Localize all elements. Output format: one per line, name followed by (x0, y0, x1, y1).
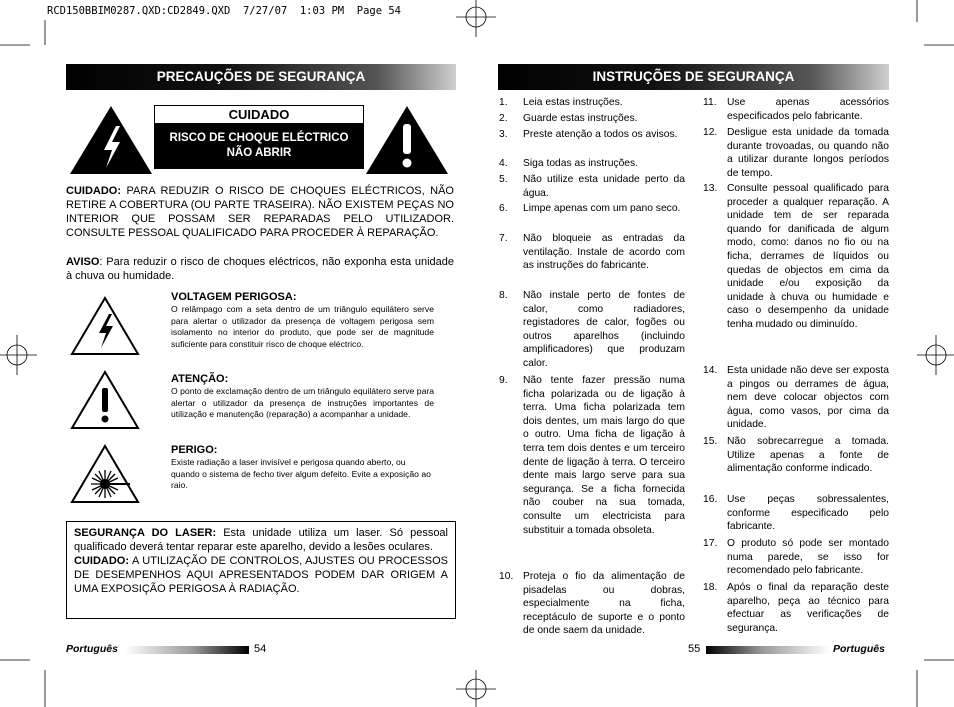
instruction-text: Desligue esta unidade da tomada durante trovoadas, ou quando não a utilizar durante longos períodos de tempo. (727, 127, 889, 179)
registration-mark-left (0, 335, 37, 375)
left-page-title: PRECAUÇÕES DE SEGURANÇA (66, 64, 456, 90)
instruction-text: O produto só pode ser montado numa parede, se isso for recomendado pelo fabricante. (727, 538, 889, 577)
instruction-number: 4. (499, 158, 508, 169)
instruction-text: Use peças sobressalentes, conforme especificado pelo fabricante. (727, 494, 889, 533)
right-page-title: INSTRUÇÕES DE SEGURANÇA (498, 64, 889, 90)
registration-mark-right (917, 335, 954, 375)
instruction-text: Não bloqueie as entradas da ventilação. Instale de acordo com as instruções do fabricante. (523, 233, 685, 272)
instruction-number: 11. (703, 97, 717, 108)
exclamation-triangle-icon (70, 370, 140, 430)
caution-heading: CUIDADO (154, 105, 364, 123)
laser-caution-label: CUIDADO: (74, 555, 129, 567)
instruction-number: 12. (703, 127, 718, 138)
instruction-number: 5. (499, 174, 508, 185)
laser-safety-text: Esta unidade utiliza um laser. Só pessoal qualificado deverá tentar reparar este aparelho, devido a lesões oculares. (74, 527, 448, 553)
instruction-number: 13. (703, 183, 718, 194)
instruction-number: 17. (703, 538, 718, 549)
lightning-triangle-icon (68, 104, 154, 176)
instruction-text: Limpe apenas com um pano seco. (523, 203, 681, 214)
instruction-text: Guarde estas instruções. (523, 113, 638, 124)
symbol-1 (171, 290, 434, 350)
instruction-text: Consulte pessoal qualificado para proceder a qualquer reparação. A unidade tem de ser reparada quando for danificada de algum modo, como: danos no fio ou na ficha, derrames de líquidos ou quedas de objectos em cima da unidade e/ou exposição da unidade à chuva ou humidade e caso o desempenho da unidade tenha mudado ou diminuído. (727, 183, 889, 330)
instruction-number: 10. (499, 571, 514, 582)
caution-box (154, 105, 364, 175)
cuidado-text: PARA REDUZIR O RISCO DE CHOQUES ELÉCTRICOS, NÃO RETIRE A COBERTURA (OU PARTE TRASEIRA). NÃO EXISTEM PEÇAS NO INTERIOR QUE POSSAM SER REPARADAS PELO UTILIZADOR. CONSULTE PESSOAL QUALIFICADO PARA PROCEDER À REPARAÇÃO. (66, 185, 454, 239)
aviso-paragraph (66, 255, 454, 283)
instruction-number: 2. (499, 113, 508, 124)
instruction-text: Siga todas as instruções. (523, 158, 639, 169)
instructions-col-2 (703, 96, 889, 646)
laser-caution-text: A UTILIZAÇÃO DE CONTROLOS, AJUSTES OU PROCESSOS DE DESEMPENHOS AQUI APRESENTADOS PODEM DAR ORIGEM A UMA EXPOSIÇÃO PERIGOSA À RADIAÇÃO. (74, 555, 448, 595)
symbol-2-text: O ponto de exclamação dentro de um triângulo equilátero serve para alertar o utilizador da presença de instruções importantes de utilização e manutenção (reparação) a acompanhar a unidade. (171, 386, 434, 419)
instruction-text: Proteja o fio da alimentação de pisadelas ou dobras, especialmente na ficha, receptáculo de suporte e o ponto de onde saem da unidade. (523, 571, 685, 637)
instruction-number: 16. (703, 494, 718, 505)
right-page-number: 55 (688, 643, 701, 655)
laser-triangle-icon (70, 444, 140, 504)
aviso-text: : Para reduzir o risco de choques eléctricos, não exponha esta unidade à chuva ou humidade. (66, 256, 454, 282)
instruction-number: 15. (703, 436, 718, 447)
instruction-text: Leia estas instruções. (523, 97, 623, 108)
instruction-text: Não tente fazer pressão numa ficha polarizada ou de ligação à terra. Uma ficha polarizada tem dois dentes, um mais largo do que o outro. Uma ficha de ligação à terra tem dois dentes e um terceiro dente de ligação à terra. O terceiro dente mais largo serve para sua segurança. Se a ficha fornecida não couber na sua tomada, consulte um electricista para substituir a tomada obsoleta. (523, 375, 685, 536)
laser-safety-box (66, 521, 456, 619)
cuidado-paragraph (66, 184, 454, 240)
instruction-text: Preste atenção a todos os avisos. (523, 129, 678, 140)
right-footer-bar (706, 646, 830, 654)
left-page-number: 54 (254, 643, 267, 655)
symbol-2 (171, 372, 434, 421)
instruction-number: 7. (499, 233, 508, 244)
left-footer-language: Português (66, 643, 118, 655)
instruction-number: 3. (499, 129, 508, 140)
instruction-number: 6. (499, 203, 508, 214)
instructions-col-1 (499, 96, 685, 646)
caution-line-2: NÃO ABRIR (226, 147, 292, 159)
symbol-3-text: Existe radiação a laser invisível e perigosa quando aberto, ou quando o sistema de fecho tiver algum defeito. Evite a exposição ao raio. (171, 457, 431, 490)
caution-line-1: RISCO DE CHOQUE ELÉCTRICO (169, 132, 349, 144)
instruction-number: 1. (499, 97, 508, 108)
symbol-1-text: O relâmpago com a seta dentro de um triângulo equilátero serve para alertar o utilizador da presença de voltagem perigosa sem isolamento no interior do produto, que pode ser de magnitude suficiente para constituir risco de choque eléctrico. (171, 304, 434, 349)
laser-safety-label: SEGURANÇA DO LASER: (74, 527, 217, 539)
laser-caution-paragraph (74, 554, 448, 596)
aviso-label: AVISO (66, 256, 100, 268)
symbol-1-heading: VOLTAGEM PERIGOSA: (171, 291, 297, 303)
left-footer-bar (125, 646, 249, 654)
exclamation-triangle-icon (364, 104, 450, 176)
laser-safety-paragraph (74, 526, 448, 554)
symbol-3-heading: PERIGO: (171, 444, 218, 456)
registration-mark-top (456, 0, 496, 37)
cuidado-label: CUIDADO: (66, 185, 121, 197)
instruction-number: 9. (499, 375, 508, 386)
instruction-text: Não instale perto de fontes de calor, como radiadores, registadores de calor, fogões ou outros aparelhos (incluindo amplificadores) que produzam calor. (523, 290, 685, 369)
symbol-2-heading: ATENÇÃO: (171, 373, 229, 385)
instruction-number: 14. (703, 365, 718, 376)
instruction-number: 18. (703, 582, 718, 593)
instruction-text: Esta unidade não deve ser exposta a pingos ou derrames de água, nem deve colocar objectos com água, como vasos, por cima da unidade. (727, 365, 889, 431)
registration-mark-bottom (456, 670, 496, 707)
instruction-text: Não utilize esta unidade perto da água. (523, 174, 685, 199)
instruction-text: Use apenas acessórios especificados pelo fabricante. (727, 97, 889, 122)
instruction-number: 8. (499, 290, 508, 301)
instruction-text: Não sobrecarregue a tomada. Utilize apenas a fonte de alimentação conforme indicado. (727, 436, 889, 475)
instruction-text: Após o final da reparação deste aparelho, peça ao técnico para efectuar as verificações de segurança. (727, 582, 889, 634)
print-header: RCD150BBIM0287.QXD:CD2849.QXD 7/27/07 1:03 PM Page 54 (47, 5, 402, 17)
lightning-triangle-icon (70, 296, 140, 356)
right-footer-language: Português (833, 643, 885, 655)
symbol-3 (171, 443, 434, 492)
